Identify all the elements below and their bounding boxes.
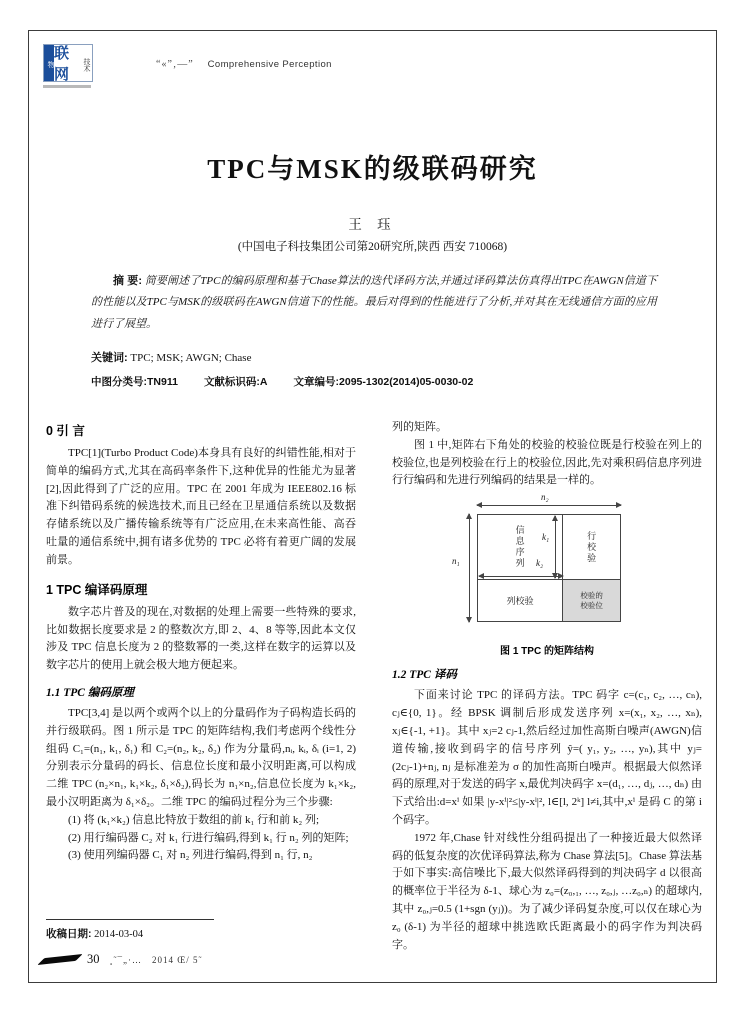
matrix-cell-parity-of-parity: [563, 580, 620, 621]
information-sequence-label: 信息序列: [514, 525, 525, 570]
tpc-matrix-diagram: [443, 492, 651, 636]
dimension-arrow-n2: [477, 505, 621, 506]
masthead-slogan: Comprehensive Perception: [207, 59, 332, 70]
matrix-cell-column-parity: [478, 580, 563, 621]
column-parity-label: 列校验: [506, 596, 534, 607]
abstract-text: 简要阐述了TPC的编码原理和基于Chase算法的迭代译码方法,并通过译码算法仿真得出TPC在AWGN信道下的性能以及TPC与MSK的级联码在AWGN信道下的性能。最后对得到的性能进行了分析,并对其在无线通信方面的应用进行了展望。: [91, 275, 657, 330]
journal-logo: [43, 44, 95, 88]
dimension-label-k1: k₁: [542, 532, 550, 543]
keywords-line: [91, 349, 657, 365]
encoding-step-1: (1) 将 (k₁×k₂) 信息比特放于数组的前 k₁ 行和前 k₂ 列;: [68, 813, 320, 826]
author-name: 王 珏: [348, 217, 397, 232]
author-affiliation: (中国电子科技集团公司第20研究所,陕西 西安 710068): [237, 241, 508, 253]
section-1-1-paragraph: TPC[3,4] 是以两个或两个以上的分量码作为子码构造长码的并行级联码。图 1 所示是 TPC 的矩阵结构,我们考虑两个线性分组码 C₁=(n₁, k₁, δ₁) 和 C₂=(n₂, k₂, δ₂) 作为分量码,nᵢ, kᵢ, δᵢ (i=1, 2) 分别表示分量码的码长、信息位长度和最小汉明距离,可以构成二维 TPC (n₂×n₁, k₁×k₂, δ₁×δ₂),码长为 n₁×n₂,信息位长度为 k₁×k₂,最小汉明距离为 δ₁×δ₂。二维 TPC 的编码过程分为三个步骤:: [46, 706, 356, 808]
abstract: [91, 271, 657, 335]
figure-1-caption: 图 1 TPC 的矩阵结构: [500, 646, 594, 658]
footer-issue-text: 2014 Œ/ 5˜: [152, 954, 203, 965]
received-date-value: 2014-03-04: [94, 929, 144, 940]
parity-of-parity-label-line1: 校验的: [580, 591, 603, 601]
row-parity-label: 行校验: [586, 530, 597, 564]
article-title: TPC与MSK的级联码研究: [207, 154, 538, 184]
dimension-arrow-n1: [469, 514, 470, 622]
received-date-label: 收稿日期:: [46, 928, 92, 940]
page-border-frame: [28, 30, 717, 983]
heading-section-1-1: 1.1 TPC 编码原理: [46, 686, 134, 699]
tpc-matrix: [477, 514, 621, 622]
parity-of-parity-label-line2: 校验位: [580, 600, 603, 610]
dimension-label-n1: n₁: [452, 556, 460, 567]
body-columns: [46, 419, 702, 954]
intro-paragraph: TPC[1](Turbo Product Code)本身具有良好的纠错性能,相对于简单的编码方式,尤其在高码率条件下,这种优异的性能尤为显著[2],因此得到了广泛的应用。TPC 在 2001 年成为 IEEE802.16 标准下纠错码系统的候选技术,而且已经在卫星通信系统以及数据存储系统以及广播传输系统等有广泛应用,在未来高性能、高吞吐量的通信系统中,拥有诸多优势的 TPC 必将有着更广阔的发展前景。: [46, 447, 356, 566]
logo-main-text: 联网: [54, 46, 70, 83]
page-number: 30: [87, 952, 100, 966]
clc-number: 中图分类号:TN911: [91, 376, 178, 388]
received-date-note: [46, 919, 346, 941]
figure-discussion-paragraph: 图 1 中,矩阵右下角处的校验的校验位既是行校验在列上的校验位,也是列校验在行上的校验位,因此,先对乘积码信息序列进行行编码和先进行列编码的结果是一样的。: [392, 438, 702, 487]
article-number: 文章编号:2095-1302(2014)05-0030-02: [293, 376, 474, 388]
decoding-paragraph-1: 下面来讨论 TPC 的译码方法。TPC 码字 c=(c₁, c₂, …, cₙ), cⱼ∈{0, 1}。经 BPSK 调制后形成发送序列 x=(x₁, x₂, …, xₙ), xⱼ∈{-1, +1}。其中 xⱼ=2 cⱼ-1,然后经过加性高斯白噪声(AWGN)信道传输,接收到码字的信号序列 ŷ=( y₁, y₂, …, yₙ),其中 yⱼ=(2cⱼ-1)+nⱼ, nⱼ 是标准差为 σ 的加性高斯白噪声。根据最大似然译码的原理,对于发送的码字 x,最优判决码字 x=(d₁, …, dⱼ, …, dₙ) 由下式给出:d=xⁱ 如果 |y-xⁱ|²≤|y-xˡ|², l∈[l, 2ᵏ] l≠i,其中,xⁱ 是码 C 的第 i 个码字。: [392, 689, 702, 826]
section-1-paragraph: 数字芯片普及的现在,对数据的处理上需要一些特殊的要求,比如数据长度要求是 2 的整数次方,即 2、4、8 等等,因此本文仅涉及 TPC 信息长度为 2 的整数幂的一类,这样在数字的运算以及数字芯片的使用上就会极大地方便起来。: [46, 605, 356, 672]
right-column: [392, 419, 702, 954]
keywords-text: TPC; MSK; AWGN; Chase: [130, 352, 252, 364]
journal-logo-box: [43, 44, 93, 82]
document-code: 文献标识码:A: [203, 376, 268, 388]
logo-stripe-text: 物: [44, 45, 54, 81]
figure-1: [392, 492, 702, 658]
page-footer: [43, 952, 203, 967]
continuation-paragraph: 列的矩阵。: [392, 421, 447, 433]
abstract-label: 摘 要:: [113, 275, 142, 287]
encoding-step-2: (2) 用行编码器 C₂ 对 k₁ 行进行编码,得到 k₁ 行 n₂ 列的矩阵;: [68, 831, 349, 844]
matrix-cell-row-parity: [563, 515, 620, 580]
heading-section-1-2: 1.2 TPC 译码: [392, 669, 457, 682]
keywords-label: 关键词:: [91, 352, 128, 364]
logo-subtext-bar: [43, 85, 91, 88]
dimension-label-k2: k₂: [536, 558, 544, 569]
heading-section-1: 1 TPC 编译码原理: [46, 582, 148, 597]
masthead: [156, 59, 332, 70]
masthead-decor: “«”‚—”: [156, 59, 194, 70]
logo-tail-text: 技术: [83, 57, 91, 72]
matrix-cell-information: [478, 515, 563, 580]
classification-line: [91, 374, 657, 389]
heading-introduction: 0 引 言: [46, 424, 85, 438]
dimension-label-n2: n₂: [541, 492, 549, 503]
footer-journal-text: ¸˜¯„·…: [109, 954, 142, 965]
encoding-step-3: (3) 使用列编码器 C₁ 对 n₂ 列进行编码,得到 n₁ 行, n₂: [68, 849, 313, 862]
left-column: [46, 419, 356, 919]
decoding-paragraph-2: 1972 年,Chase 针对线性分组码提出了一种接近最大似然译码的低复杂度的次优译码算法,称为 Chase 算法[5]。Chase 算法基于如下事实:高信噪比下,最大似然译码得到的判决码字 d 以很高的概率位于半径为 δ-1、球心为 z₀=(z₀,₁, …, z₀,ⱼ, …z₀,ₙ) 的超球内,其中 z₀,ⱼ=0.5 (1+sgn (yⱼ))。为了减少译码复杂度,可以仅在球心为 z₀ (δ-1) 为半径的超球中挑选欧氏距离最小的码字作为判决码字。: [392, 831, 702, 951]
footer-slash-mark: [37, 954, 82, 965]
